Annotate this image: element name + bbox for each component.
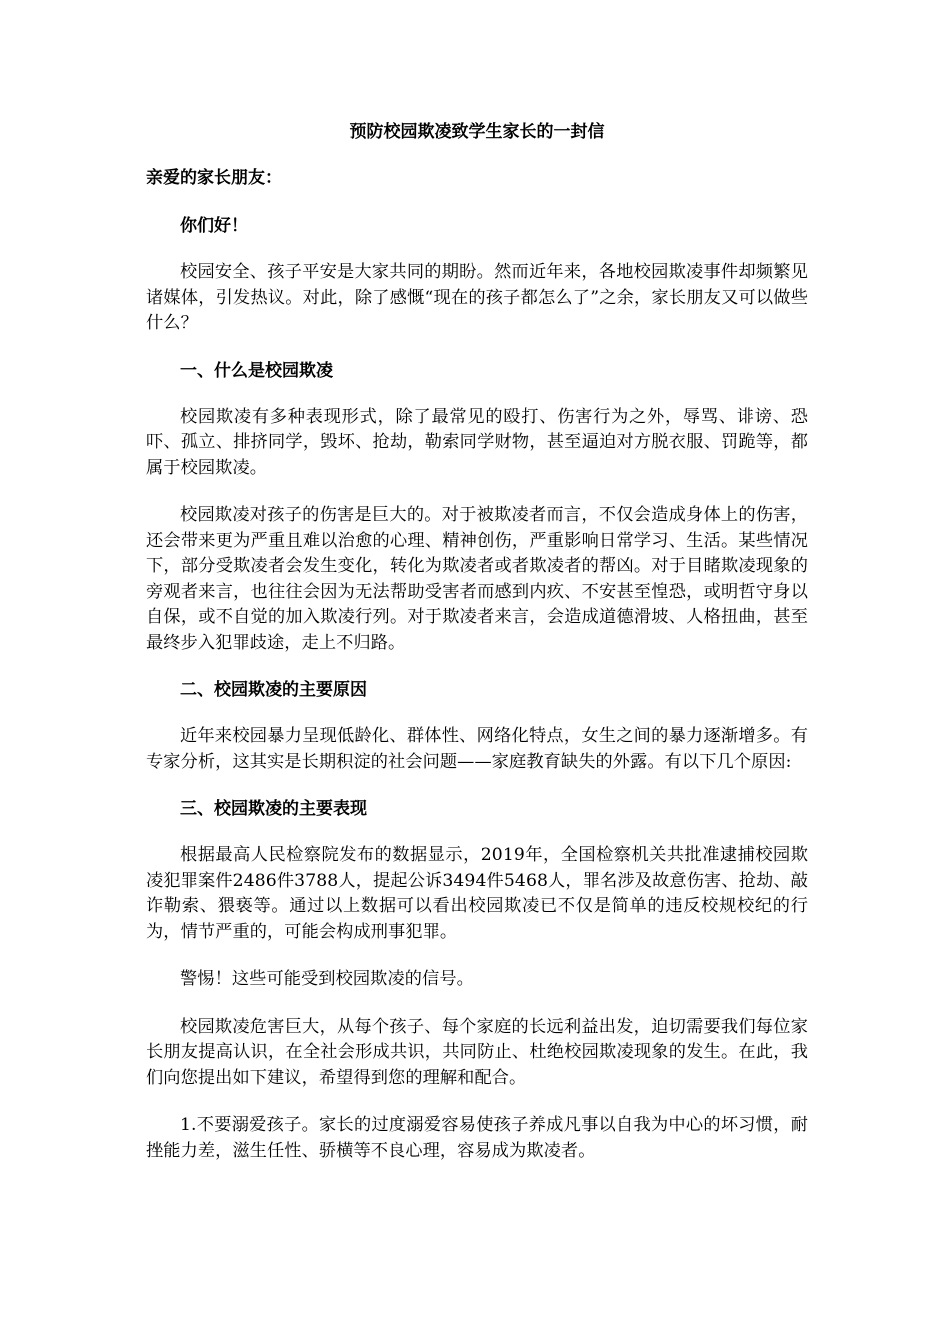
paragraph-warning-signals: 警惕！这些可能受到校园欺凌的信号。 (180, 969, 474, 989)
salutation: 亲爱的家长朋友： (146, 168, 282, 188)
intro-paragraph: 校园安全、孩子平安是大家共同的期盼。然而近年来，各地校园欺凌事件却频繁见诸媒体，引发热议。对此，除了感慨“现在的孩子都怎么了”之余，家长朋友又可以做些什么？ (146, 262, 808, 333)
paragraph-bullying-harm: 校园欺凌对孩子的伤害是巨大的。对于被欺凌者而言，不仅会造成身体上的伤害，还会带来更为严重且难以治愈的心理、精神创伤，严重影响日常学习、生活。某些情况下，部分受欺凌者会发生变化，转化为欺凌者或者欺凌者的帮凶。对于目睹欺凌现象的旁观者来言，也往往会因为无法帮助受害者而感到内疚、不安甚至惶恐，或明哲守身以自保，或不自觉的加入欺凌行列。对于欺凌者来言，会造成道德滑坡、人格扭曲，甚至最终步入犯罪歧途，走上不归路。 (146, 505, 808, 653)
section-heading-manifestations: 三、校园欺凌的主要表现 (180, 799, 367, 819)
section-heading-what-is-bullying: 一、什么是校园欺凌 (180, 360, 333, 381)
paragraph-causes: 近年来校园暴力呈现低龄化、群体性、网络化特点，女生之间的暴力逐渐增多。有专家分析，这其实是长期积淀的社会问题——家庭教育缺失的外露。有以下几个原因: (146, 726, 808, 772)
paragraph-appeal: 校园欺凌危害巨大，从每个孩子、每个家庭的长远利益出发，迫切需要我们每位家长朋友提高认识，在全社会形成共识，共同防止、杜绝校园欺凌现象的发生。在此，我们向您提出如下建议，希望得到您的理解和配合。 (146, 1016, 808, 1088)
document-page (146, 120, 808, 1186)
document-title: 预防校园欺凌致学生家长的一封信 (349, 122, 605, 142)
greeting: 你们好！ (180, 216, 248, 236)
paragraph-bullying-forms: 校园欺凌有多种表现形式，除了最常见的殴打、伤害行为之外，辱骂、诽谤、恐吓、孤立、排挤同学，毁坏、抢劫，勒索同学财物，甚至逼迫对方脱衣服、罚跪等，都属于校园欺凌。 (146, 406, 808, 478)
section-heading-causes: 二、校园欺凌的主要原因 (180, 680, 367, 700)
paragraph-suggestion-1: 1.不要溺爱孩子。家长的过度溺爱容易使孩子养成凡事以自我为中心的坏习惯，耐挫能力差，滋生任性、骄横等不良心理，容易成为欺凌者。 (146, 1115, 808, 1161)
paragraph-statistics: 根据最高人民检察院发布的数据显示，2019年，全国检察机关共批准逮捕校园欺凌犯罪案件2486件3788人，提起公诉3494件5468人，罪名涉及故意伤害、抢劫、敲诈勒索、猥亵等。通过以上数据可以看出校园欺凌已不仅是简单的违反校规校纪的行为，情节严重的，可能会构成刑事犯罪。 (146, 845, 808, 942)
